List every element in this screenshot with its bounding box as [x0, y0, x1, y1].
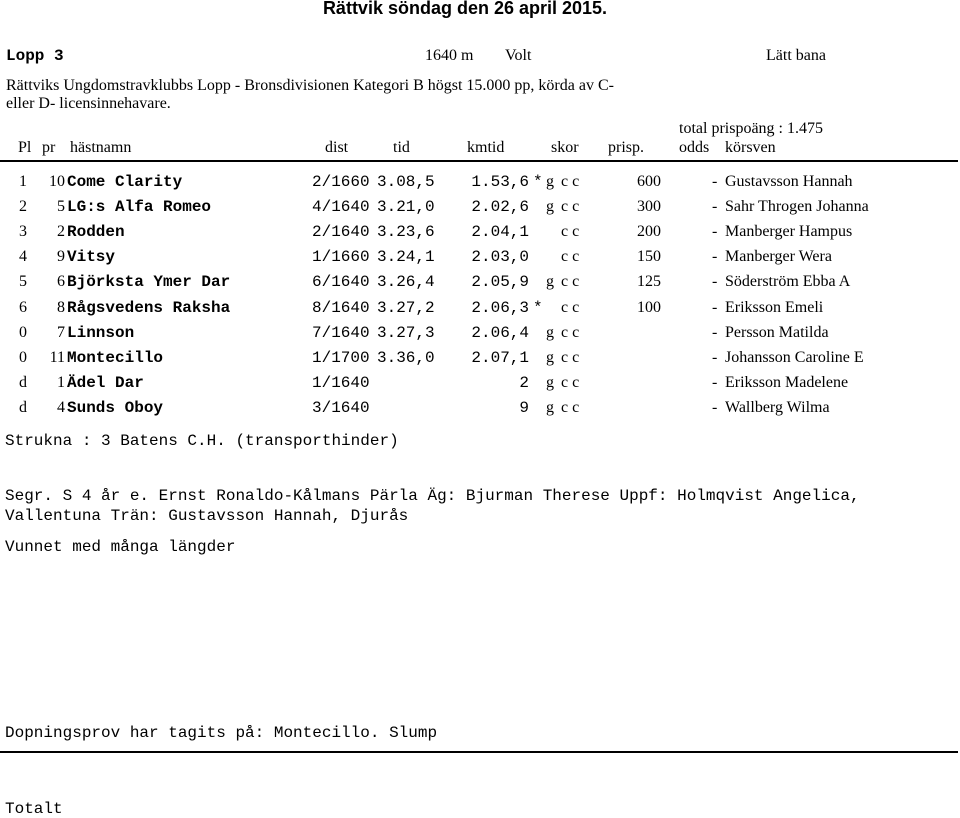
cell-placement: 0 [19, 348, 27, 366]
cell-km-time: 2.06,4 [471, 323, 529, 342]
cell-prize-money: 200 [637, 223, 661, 241]
cell-km-time: 2.04,1 [471, 223, 529, 242]
cell-driver: Gustavsson Hannah [725, 173, 853, 190]
cell-distance: 6/1640 [312, 273, 370, 292]
cell-odds-dash: - [712, 198, 718, 216]
table-row [0, 196, 960, 218]
cell-distance: 8/1640 [312, 298, 370, 317]
winner-info: Segr. S 4 år e. Ernst Ronaldo-Kålmans Pärla Äg: Bjurman Therese Uppf: Holmqvist Angelica, [5, 487, 860, 505]
race-start-type: Volt [505, 47, 532, 64]
cell-shoe-g: g [546, 273, 554, 291]
cell-shoe-c: c c [561, 323, 580, 341]
cell-post-position: 11 [49, 348, 65, 366]
race-distance: 1640 m [425, 47, 474, 64]
table-row [0, 347, 960, 369]
cell-shoe-g: g [546, 373, 554, 391]
header-odds: odds [679, 139, 710, 156]
cell-post-position: 5 [57, 198, 65, 216]
cell-shoe-c: c c [561, 173, 580, 190]
cell-horse-name: Ädel Dar [67, 373, 144, 392]
table-row [0, 271, 960, 293]
cell-placement: d [19, 373, 27, 391]
table-row [0, 297, 960, 319]
header-dist: dist [325, 139, 349, 156]
cell-shoe-c: c c [561, 298, 580, 316]
table-row [0, 171, 960, 193]
cell-post-position: 2 [57, 223, 65, 241]
cell-shoe-c: c c [561, 223, 580, 241]
cell-time: 3.36,0 [377, 348, 435, 367]
cell-horse-name: Sunds Oboy [67, 398, 164, 417]
cell-distance: 2/1640 [312, 223, 370, 242]
cell-driver: Wallberg Wilma [725, 398, 830, 416]
scratched-note: Strukna : 3 Batens C.H. (transporthinder) [5, 432, 399, 450]
header-divider [0, 160, 958, 162]
doping-note: Dopningsprov har tagits på: Montecillo. Slump [5, 724, 438, 742]
cell-driver: Manberger Hampus [725, 223, 853, 241]
cell-odds-dash: - [712, 173, 718, 190]
cell-distance: 2/1660 [312, 173, 370, 191]
cell-time: 3.27,2 [377, 298, 435, 317]
table-row [0, 397, 960, 419]
total-label: Totalt [5, 800, 63, 818]
cell-prize-money: 125 [637, 273, 661, 291]
cell-post-position: 9 [57, 248, 65, 266]
cell-prize-money: 300 [637, 198, 661, 216]
cell-driver: Söderström Ebba A [725, 273, 851, 291]
cell-placement: 6 [19, 298, 27, 316]
header-pl: Pl [18, 139, 32, 156]
cell-horse-name: LG:s Alfa Romeo [67, 198, 212, 217]
cell-driver: Persson Matilda [725, 323, 829, 341]
cell-odds-dash: - [712, 273, 718, 291]
cell-horse-name: Come Clarity [67, 173, 183, 191]
header-kmtime: kmtid [467, 139, 505, 156]
cell-placement: 1 [19, 173, 27, 190]
cell-driver: Sahr Throgen Johanna [725, 198, 869, 216]
cell-driver: Eriksson Emeli [725, 298, 824, 316]
cell-km-time: 2.03,0 [471, 248, 529, 267]
header-horse: hästnamn [70, 139, 132, 156]
header-prize: prisp. [608, 139, 644, 156]
cell-star-marker: * [533, 298, 543, 317]
cell-shoe-g: g [546, 398, 554, 416]
cell-shoe-g: g [546, 173, 554, 190]
cell-shoe-g: g [546, 348, 554, 366]
cell-horse-name: Vitsy [67, 248, 116, 267]
cell-odds-dash: - [712, 348, 718, 366]
footer-divider [0, 751, 958, 753]
cell-km-time: 2.02,6 [471, 198, 529, 217]
cell-distance: 1/1660 [312, 248, 370, 267]
cell-distance: 1/1640 [312, 373, 370, 392]
cell-driver: Manberger Wera [725, 248, 832, 266]
track-condition: Lätt bana [766, 47, 826, 64]
header-time: tid [393, 139, 410, 156]
cell-distance: 7/1640 [312, 323, 370, 342]
cell-post-position: 8 [57, 298, 65, 316]
table-row [0, 221, 960, 243]
cell-km-time: 2.06,3 [471, 298, 529, 317]
cell-post-position: 6 [57, 273, 65, 291]
cell-time: 3.27,3 [377, 323, 435, 342]
cell-odds-dash: - [712, 398, 718, 416]
race-name: Lopp 3 [6, 47, 64, 65]
cell-km-time: 2.07,1 [471, 348, 529, 367]
cell-post-position: 10 [49, 173, 65, 190]
cell-placement: d [19, 398, 27, 416]
cell-time: 3.26,4 [377, 273, 435, 292]
cell-shoe-c: c c [561, 373, 580, 391]
cell-odds-dash: - [712, 298, 718, 316]
cell-distance: 4/1640 [312, 198, 370, 217]
cell-shoe-g: g [546, 323, 554, 341]
table-row [0, 372, 960, 394]
cell-shoe-c: c c [561, 248, 580, 266]
cell-odds-dash: - [712, 248, 718, 266]
winner-info-cont: Vallentuna Trän: Gustavsson Hannah, Djurås [5, 507, 409, 525]
cell-driver: Johansson Caroline E [725, 348, 864, 366]
cell-shoe-c: c c [561, 198, 580, 216]
page-title: Rättvik söndag den 26 april 2015. [322, 0, 608, 18]
cell-time: 3.08,5 [377, 173, 435, 191]
cell-placement: 2 [19, 198, 27, 216]
race-description: Rättviks Ungdomstravklubbs Lopp - Bronsdivisionen Kategori B högst 15.000 pp, körda av C- [6, 77, 614, 94]
cell-placement: 5 [19, 273, 27, 291]
cell-shoe-c: c c [561, 273, 580, 291]
cell-horse-name: Linnson [67, 323, 135, 342]
cell-km-time: 2 [519, 373, 529, 392]
cell-horse-name: Rågsvedens Raksha [67, 298, 231, 317]
header-shoes: skor [551, 139, 579, 156]
cell-shoe-g: g [546, 198, 554, 216]
cell-km-time: 2.05,9 [471, 273, 529, 292]
cell-post-position: 1 [57, 373, 65, 391]
cell-odds-dash: - [712, 323, 718, 341]
cell-odds-dash: - [712, 373, 718, 391]
cell-placement: 3 [19, 223, 27, 241]
cell-placement: 4 [19, 248, 27, 266]
cell-horse-name: Montecillo [67, 348, 164, 367]
cell-km-time: 9 [519, 398, 529, 417]
cell-post-position: 7 [57, 323, 65, 341]
cell-time: 3.24,1 [377, 248, 435, 267]
table-row [0, 246, 960, 268]
cell-prize-money: 150 [637, 248, 661, 266]
cell-distance: 1/1700 [312, 348, 370, 367]
cell-distance: 3/1640 [312, 398, 370, 417]
cell-km-time: 1.53,6 [471, 173, 529, 191]
cell-horse-name: Björksta Ymer Dar [67, 273, 231, 292]
cell-prize-money: 100 [637, 298, 661, 316]
cell-time: 3.21,0 [377, 198, 435, 217]
table-row [0, 322, 960, 344]
total-prize-points: total prispoäng : 1.475 [679, 120, 823, 137]
cell-shoe-c: c c [561, 398, 580, 416]
header-pr: pr [42, 139, 56, 156]
cell-time: 3.23,6 [377, 223, 435, 242]
cell-driver: Eriksson Madelene [725, 373, 849, 391]
cell-odds-dash: - [712, 223, 718, 241]
cell-placement: 0 [19, 323, 27, 341]
cell-star-marker: * [533, 173, 543, 191]
cell-post-position: 4 [57, 398, 65, 416]
cell-horse-name: Rodden [67, 223, 125, 242]
header-driver: körsven [725, 139, 776, 156]
cell-prize-money: 600 [637, 173, 661, 190]
race-description-cont: eller D- licensinnehavare. [6, 95, 171, 112]
winning-margin: Vunnet med många längder [5, 538, 236, 556]
cell-shoe-c: c c [561, 348, 580, 366]
